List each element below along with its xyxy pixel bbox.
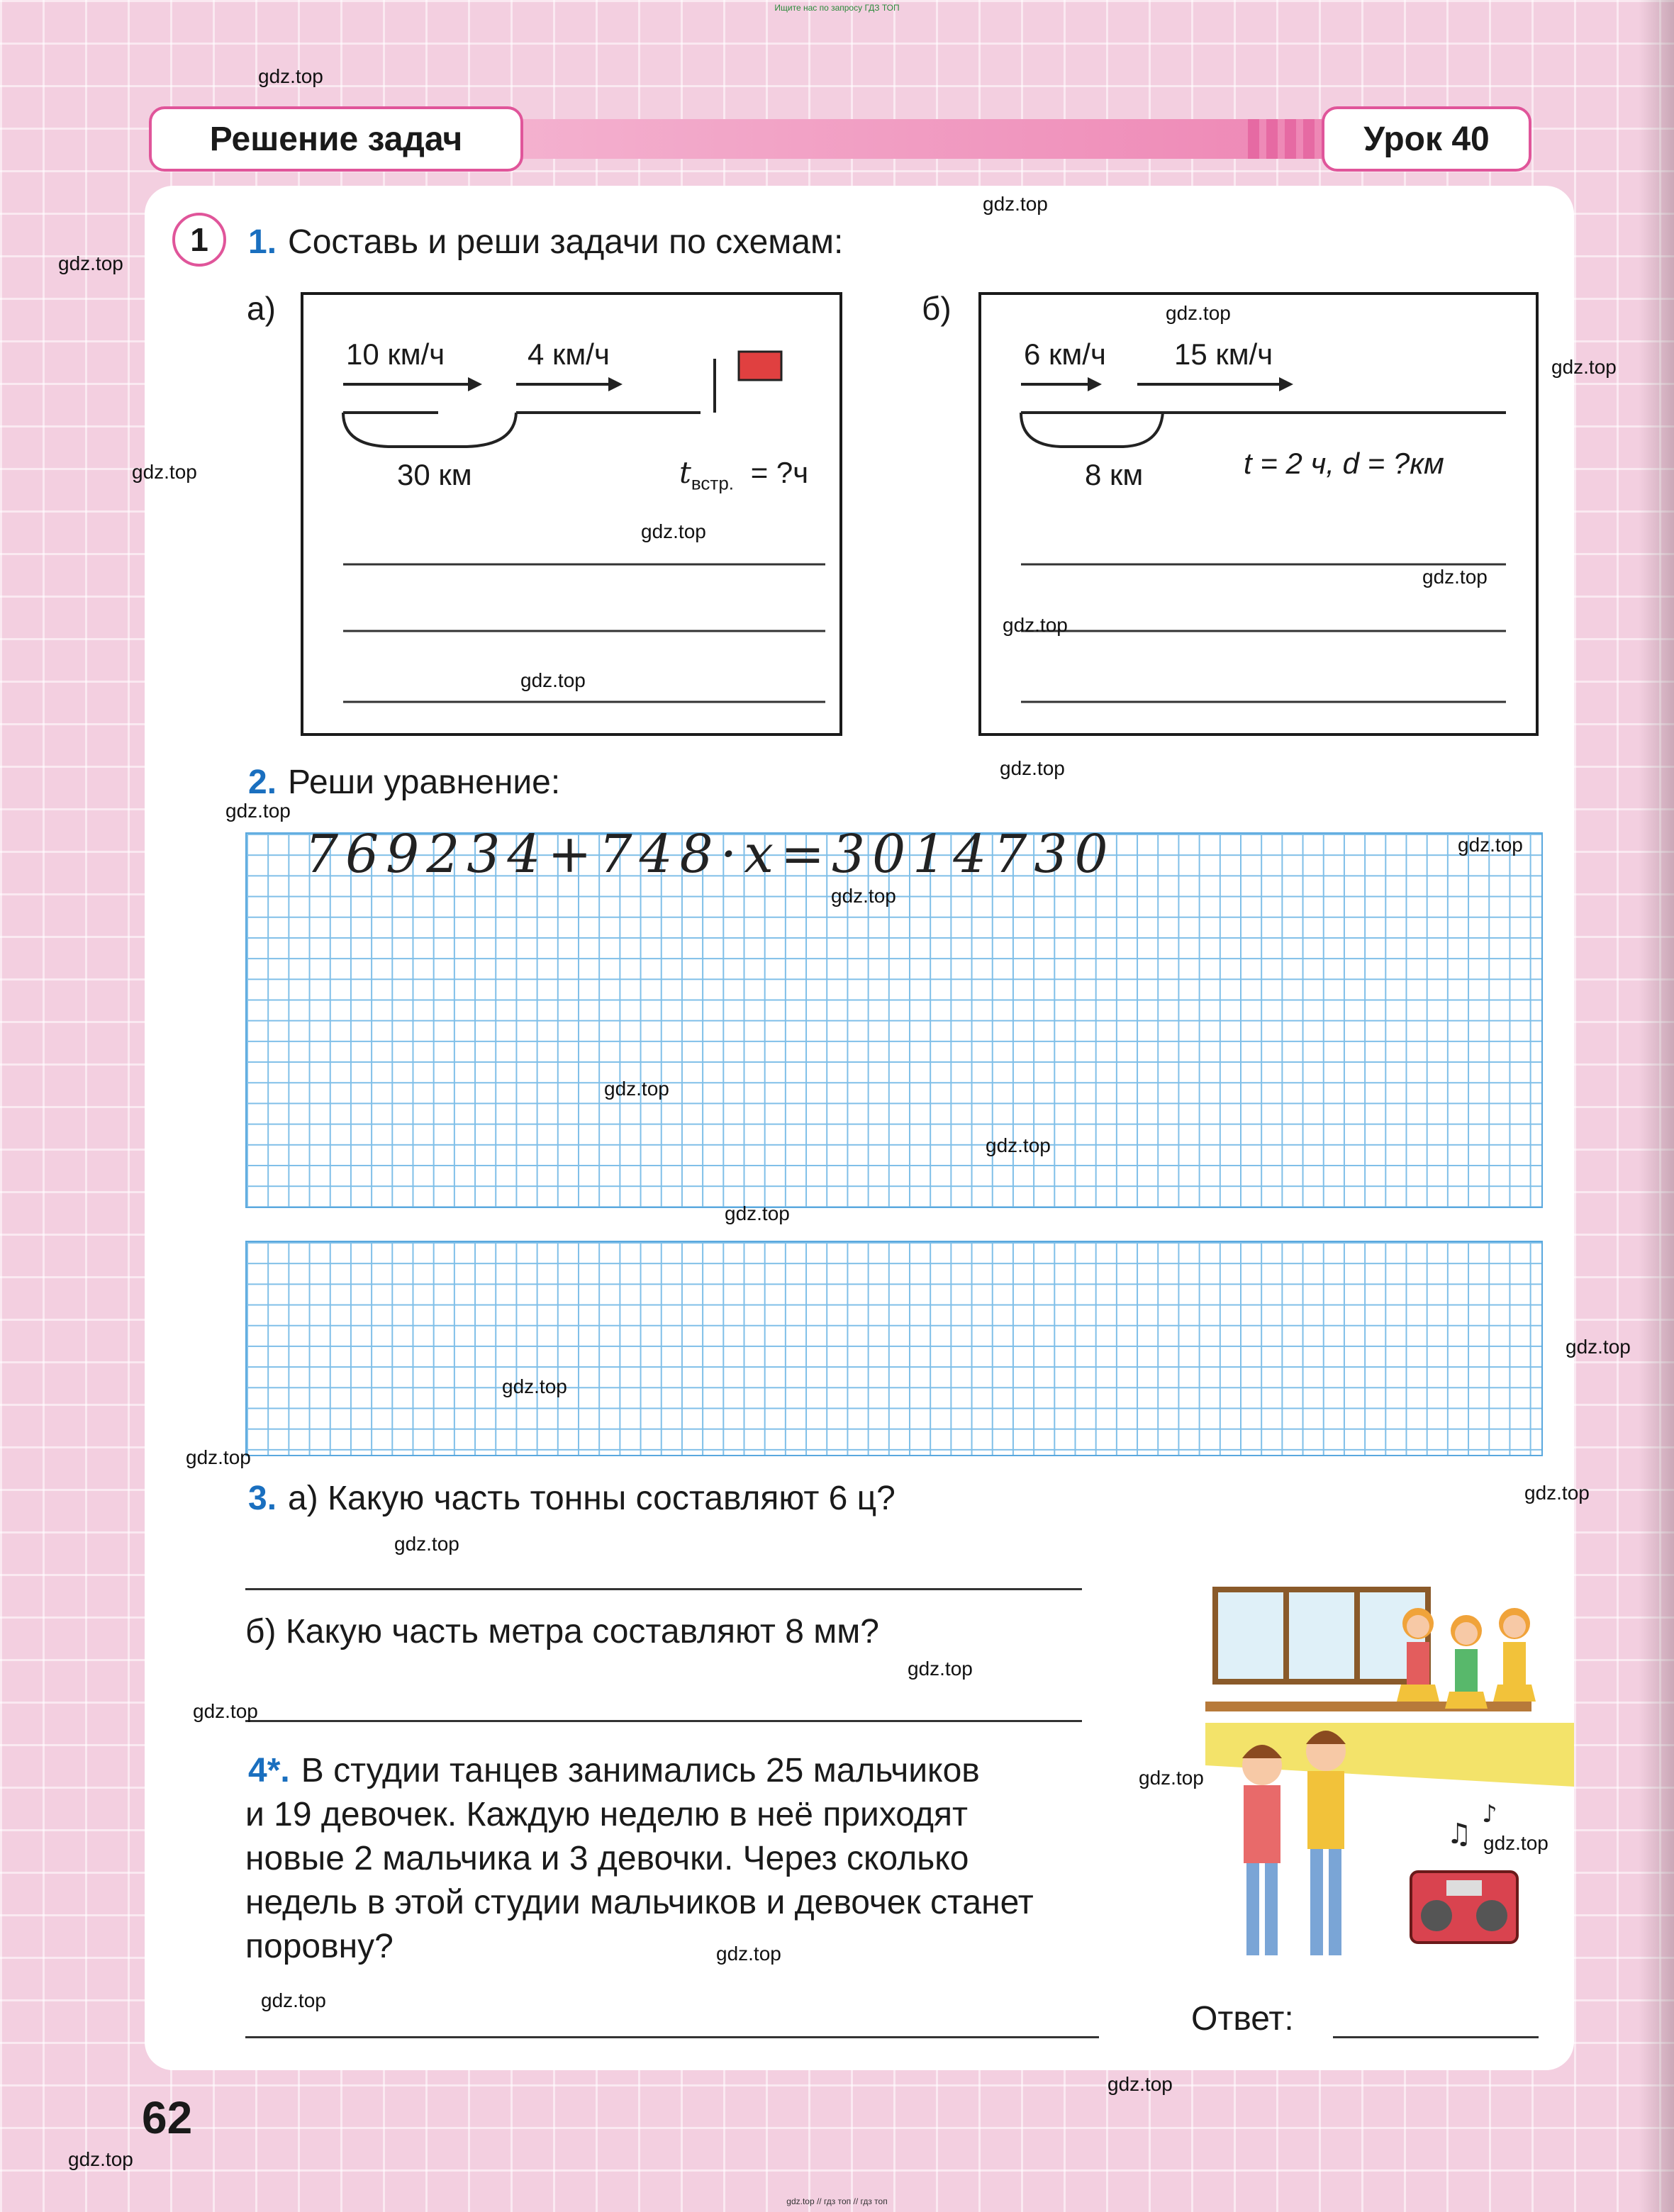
watermark: gdz.top bbox=[641, 520, 706, 542]
scheme-b-distance: 8 км bbox=[1085, 458, 1144, 491]
scheme-a-time bbox=[679, 455, 808, 494]
scheme-a-speed2: 4 км/ч bbox=[528, 337, 610, 371]
handwritten-equation: 769234+748·x=3014730 bbox=[305, 824, 1115, 885]
scheme-a-speed1: 10 км/ч bbox=[346, 337, 445, 371]
watermark: gdz.top bbox=[186, 1446, 251, 1468]
watermark: gdz.top bbox=[132, 461, 197, 483]
task4-text-line1: В студии танцев занимались 25 мальчиков bbox=[301, 1752, 980, 1789]
watermark: gdz.top bbox=[258, 65, 323, 87]
lesson-label: Урок 40 bbox=[1322, 106, 1531, 172]
svg-text:♪: ♪ bbox=[1482, 1800, 1497, 1828]
task1a-label: а) bbox=[247, 290, 276, 327]
watermark: gdz.top bbox=[520, 669, 586, 691]
exercise-badge: 1 bbox=[172, 213, 226, 267]
watermark: gdz.top bbox=[908, 1658, 973, 1680]
watermark: gdz.top bbox=[1551, 356, 1617, 378]
task3a-text: а) Какую часть тонны составляют 6 ц? bbox=[288, 1480, 895, 1517]
watermark: gdz.top bbox=[831, 885, 896, 907]
task4-number: 4*. bbox=[248, 1752, 290, 1789]
watermark: gdz.top bbox=[1422, 566, 1488, 588]
watermark: gdz.top bbox=[261, 1989, 326, 2011]
scheme-a-distance: 30 км bbox=[397, 458, 472, 491]
task1-number: 1. bbox=[248, 223, 277, 261]
task3a-answer-line[interactable] bbox=[245, 1588, 1082, 1590]
task4-text-line4: недель в этой студии мальчиков и девочек станет bbox=[245, 1884, 1034, 1921]
header-stripes bbox=[1248, 119, 1319, 159]
scheme-b-speed2: 15 км/ч bbox=[1174, 337, 1273, 371]
watermark: gdz.top bbox=[725, 1202, 790, 1224]
watermark: gdz.top bbox=[225, 800, 291, 822]
bottom-note-text: gdz.top // гдз топ // гдз топ bbox=[786, 2196, 888, 2206]
scheme-b-speed1: 6 км/ч bbox=[1024, 337, 1106, 371]
watermark: gdz.top bbox=[68, 2148, 133, 2170]
task3a-line bbox=[248, 1478, 895, 1520]
watermark: gdz.top bbox=[394, 1533, 459, 1555]
task4-line1 bbox=[248, 1750, 980, 1792]
scheme-a-t-symbol: t bbox=[679, 455, 691, 490]
task4-text-line2: и 19 девочек. Каждую неделю в неё приходят bbox=[245, 1796, 968, 1833]
watermark: gdz.top bbox=[58, 252, 123, 274]
watermark: gdz.top bbox=[1566, 1336, 1631, 1358]
watermark: gdz.top bbox=[1139, 1767, 1204, 1789]
watermark: gdz.top bbox=[1166, 302, 1231, 324]
watermark: gdz.top bbox=[1458, 834, 1523, 856]
scheme-a-question: = ?ч bbox=[750, 456, 809, 489]
task2-heading bbox=[248, 761, 560, 804]
page-number: 62 bbox=[142, 2092, 193, 2143]
scheme-b-condition: t = 2 ч, d = ?км bbox=[1244, 447, 1444, 480]
task1-heading bbox=[248, 221, 843, 264]
watermark: gdz.top bbox=[1483, 1832, 1549, 1854]
watermark: gdz.top bbox=[193, 1700, 258, 1722]
watermark: gdz.top bbox=[716, 1943, 781, 1965]
watermark: gdz.top bbox=[986, 1134, 1051, 1156]
task3-number: 3. bbox=[248, 1480, 277, 1517]
book-spine-shadow bbox=[1639, 0, 1674, 2212]
scheme-b-box bbox=[978, 292, 1539, 736]
watermark: gdz.top bbox=[1524, 1482, 1590, 1504]
top-ad-text: Ищите нас по запросу ГДЗ ТОП bbox=[774, 3, 900, 13]
task2-text: Реши уравнение: bbox=[288, 764, 561, 801]
answer-line[interactable] bbox=[1333, 2036, 1539, 2038]
task4-text-line5: поровну? bbox=[245, 1928, 394, 1965]
watermark: gdz.top bbox=[1107, 2073, 1173, 2095]
svg-text:♫: ♫ bbox=[1446, 1818, 1472, 1850]
watermark: gdz.top bbox=[1000, 757, 1065, 779]
watermark: gdz.top bbox=[983, 193, 1048, 215]
task2-number: 2. bbox=[248, 764, 277, 801]
section-title: Решение задач bbox=[149, 106, 523, 172]
task3b-answer-line[interactable] bbox=[245, 1720, 1082, 1722]
watermark: gdz.top bbox=[1003, 614, 1068, 636]
dance-studio-illustration bbox=[1205, 1574, 1574, 1971]
watermark: gdz.top bbox=[502, 1375, 567, 1397]
task4-solution-line[interactable] bbox=[245, 2036, 1099, 2038]
task1b-label: б) bbox=[922, 290, 952, 327]
task1-text: Составь и реши задачи по схемам: bbox=[288, 223, 844, 261]
grid-lower[interactable] bbox=[245, 1241, 1543, 1456]
watermark: gdz.top bbox=[604, 1078, 669, 1100]
answer-label: Ответ: bbox=[1191, 2000, 1294, 2038]
task3b-text: б) Какую часть метра составляют 8 мм? bbox=[245, 1613, 879, 1650]
task4-text-line3: новые 2 мальчика и 3 девочки. Через сколько bbox=[245, 1840, 969, 1877]
scheme-a-t-subscript: встр. bbox=[691, 472, 735, 494]
